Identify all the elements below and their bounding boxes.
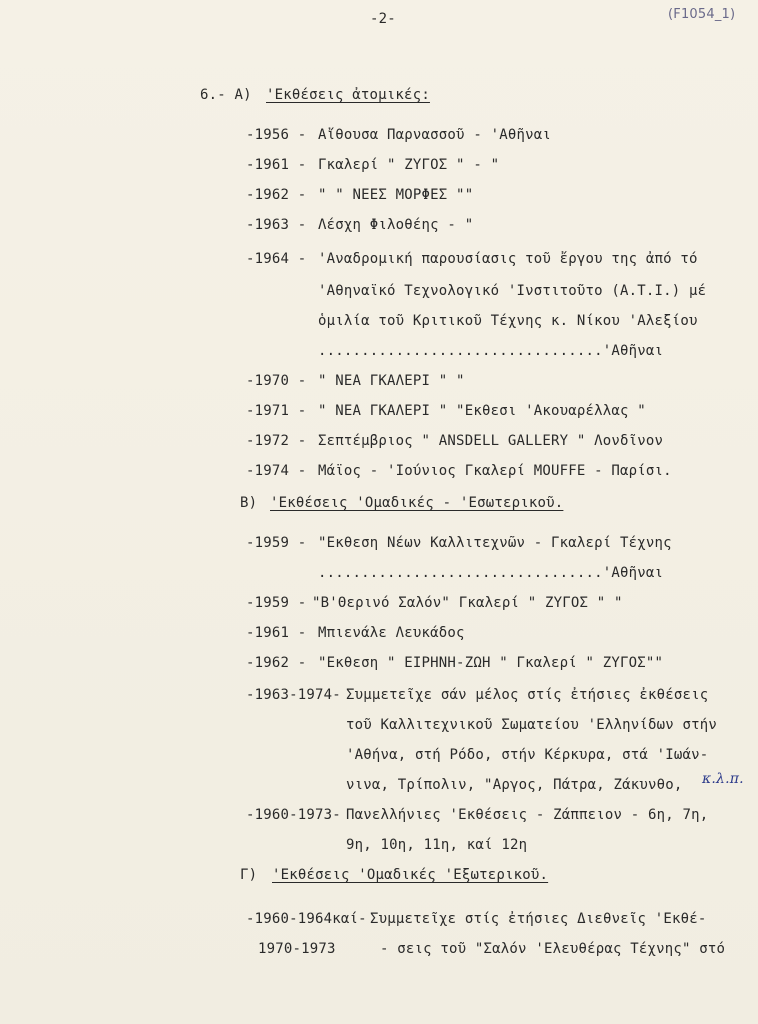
entry-year: -1960-1973- — [246, 807, 341, 823]
entry-text-continued: .................................'Αθῆναι — [318, 565, 664, 581]
entry-text: Συμμετεῖχε στίς ἐτήσιες Διεθνεῖς 'Εκθέ- — [370, 911, 707, 927]
entry-text: " " ΝΕΕΣ ΜΟΡΦΕΣ "" — [318, 187, 474, 203]
entry-year: 1970-1973 — [258, 941, 336, 957]
entry-year: -1961 - — [246, 625, 307, 641]
entry-text: Συμμετεῖχε σάν μέλος στίς ἐτήσιες ἐκθέσεις — [346, 687, 709, 703]
entry-year: -1962 - — [246, 655, 307, 671]
entry-year: -1961 - — [246, 157, 307, 173]
section-b-title: 'Εκθέσεις 'Ομαδικές - 'Εσωτερικοῦ. — [270, 495, 564, 511]
entry-year: -1963 - — [246, 217, 307, 233]
entry-year: -1956 - — [246, 127, 307, 143]
page-number: -2- — [370, 11, 396, 27]
entry-text: 'Αναδρομική παρουσίασις τοῦ ἔργου της ἀπό τό — [318, 251, 698, 267]
entry-text: Λέσχη Φιλοθέης - " — [318, 217, 474, 233]
entry-text: " ΝΕΑ ΓΚΑΛΕΡΙ " " — [318, 373, 465, 389]
entry-year: -1964 - — [246, 251, 307, 267]
entry-year: -1962 - — [246, 187, 307, 203]
entry-year: -1972 - — [246, 433, 307, 449]
entry-year: -1959 - — [246, 535, 307, 551]
entry-year: -1970 - — [246, 373, 307, 389]
handwritten-note: κ.λ.π. — [702, 771, 744, 787]
entry-text-continued: 'Αθήνα, στή Ρόδο, στήν Κέρκυρα, στά 'Ιωάν- — [346, 747, 709, 763]
entry-text: "Β'Θερινό Σαλόν" Γκαλερί " ΖΥΓΟΣ " " — [312, 595, 623, 611]
section-g-title: 'Εκθέσεις 'Ομαδικές 'Εξωτερικοῦ. — [272, 867, 549, 883]
entry-year: -1971 - — [246, 403, 307, 419]
entry-text: Πανελλήνιες 'Εκθέσεις - Ζάππειον - 6η, 7η, — [346, 807, 709, 823]
section-b-label: B) — [240, 495, 258, 511]
entry-text: Μπιενάλε Λευκάδος — [318, 625, 465, 641]
entry-year: -1959 - — [246, 595, 307, 611]
entry-text: Μάϊος - 'Ιούνιος Γκαλερί MOUFFE - Παρίσι. — [318, 463, 672, 479]
entry-year: -1960-1964καί- — [246, 911, 367, 927]
entry-text: - σεις τοῦ "Σαλόν 'Ελευθέρας Τέχνης" στό — [380, 941, 726, 957]
archive-reference-stamp: (F1054_1) — [668, 7, 736, 22]
entry-text-continued: .................................'Αθῆναι — [318, 343, 664, 359]
section-a-title: 'Εκθέσεις ἀτομικές: — [266, 87, 430, 103]
entry-text-continued: τοῦ Καλλιτεχνικοῦ Σωματείου 'Ελληνίδων στήν — [346, 717, 718, 733]
section-a-label: 6.- A) — [200, 87, 252, 103]
entry-text-continued: 'Αθηναϊκό Τεχνολογικό 'Ινστιτοῦτο (Α.Τ.Ι.) μέ — [318, 283, 707, 299]
entry-text-continued: νινα, Τρίπολιν, "Αργος, Πάτρα, Ζάκυνθο, — [346, 777, 683, 793]
entry-text: "Εκθεση " ΕΙΡΗΝΗ-ΖΩΗ " Γκαλερί " ΖΥΓΟΣ"" — [318, 655, 664, 671]
entry-year: -1974 - — [246, 463, 307, 479]
entry-text: Σεπτέμβριος " ANSDELL GALLERY " Λονδῖνον — [318, 433, 664, 449]
entry-text-continued: ὁμιλία τοῦ Κριτικοῦ Τέχνης κ. Νίκου 'Αλεξίου — [318, 313, 698, 329]
entry-year: -1963-1974- — [246, 687, 341, 703]
entry-text-continued: 9η, 10η, 11η, καί 12η — [346, 837, 528, 853]
entry-text: " ΝΕΑ ΓΚΑΛΕΡΙ " "Εκθεσι 'Ακουαρέλλας " — [318, 403, 646, 419]
entry-text: "Εκθεση Νέων Καλλιτεχνῶν - Γκαλερί Τέχνης — [318, 535, 672, 551]
entry-text: Γκαλερί " ΖΥΓΟΣ " - " — [318, 157, 500, 173]
section-g-label: Γ) — [240, 867, 258, 883]
entry-text: Αἴθουσα Παρνασσοῦ - 'Αθῆναι — [318, 127, 551, 143]
